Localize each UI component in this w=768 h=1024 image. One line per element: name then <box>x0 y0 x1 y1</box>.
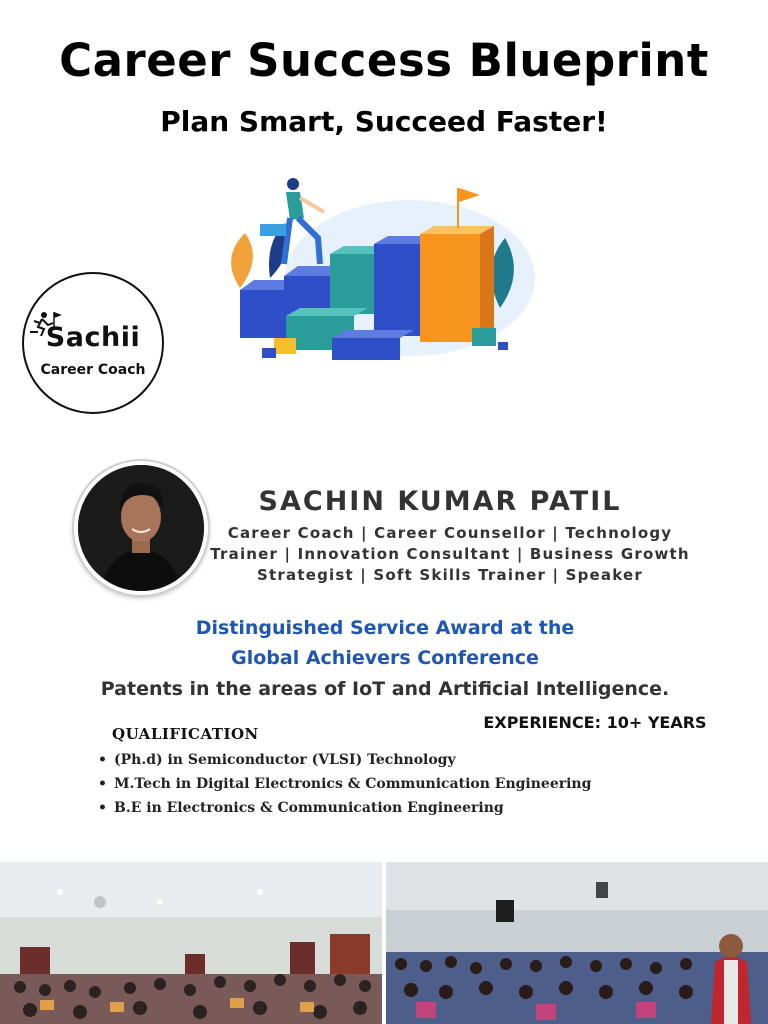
patents-text: Patents in the areas of IoT and Artificial Intelligence. <box>100 678 670 700</box>
logo-brand: Sachii <box>45 322 141 353</box>
career-growth-illustration <box>210 168 540 368</box>
roles-line: Career Coach | Career Counsellor | Technology <box>227 524 673 542</box>
seminar-hall-photo <box>0 862 382 1024</box>
person-portrait-icon <box>78 465 204 591</box>
leaf-icon <box>231 233 253 288</box>
profile-name: SACHIN KUMAR PATIL <box>258 486 622 517</box>
profile-photo <box>74 461 208 595</box>
projector-icon <box>94 896 106 908</box>
qualification-list <box>98 748 591 820</box>
person-icon <box>287 178 299 190</box>
page-title: Career Success Blueprint <box>59 34 709 87</box>
award-text <box>170 613 600 673</box>
profile-roles <box>200 523 700 586</box>
roles-line: Strategist | Soft Skills Trainer | Speaker <box>257 566 643 584</box>
speaker-icon <box>496 900 514 922</box>
flag-icon <box>459 188 480 202</box>
list-item: • M.Tech in Digital Electronics & Communication Engineering <box>98 772 591 796</box>
classroom-session-photo <box>386 862 768 1024</box>
experience-text: EXPERIENCE: 10+ YEARS <box>483 713 707 732</box>
list-item: • (Ph.d) in Semiconductor (VLSI) Technology <box>98 748 591 772</box>
logo-tagline: Career Coach <box>40 362 146 378</box>
page-subtitle: Plan Smart, Succeed Faster! <box>160 105 608 138</box>
roles-line: Trainer | Innovation Consultant | Business Growth <box>210 545 690 563</box>
qualification-title: QUALIFICATION <box>112 725 259 743</box>
sachii-logo <box>22 272 164 414</box>
award-line: Global Achievers Conference <box>231 647 539 669</box>
list-item: • B.E in Electronics & Communication Engineering <box>98 796 591 820</box>
award-line: Distinguished Service Award at the <box>195 617 575 639</box>
